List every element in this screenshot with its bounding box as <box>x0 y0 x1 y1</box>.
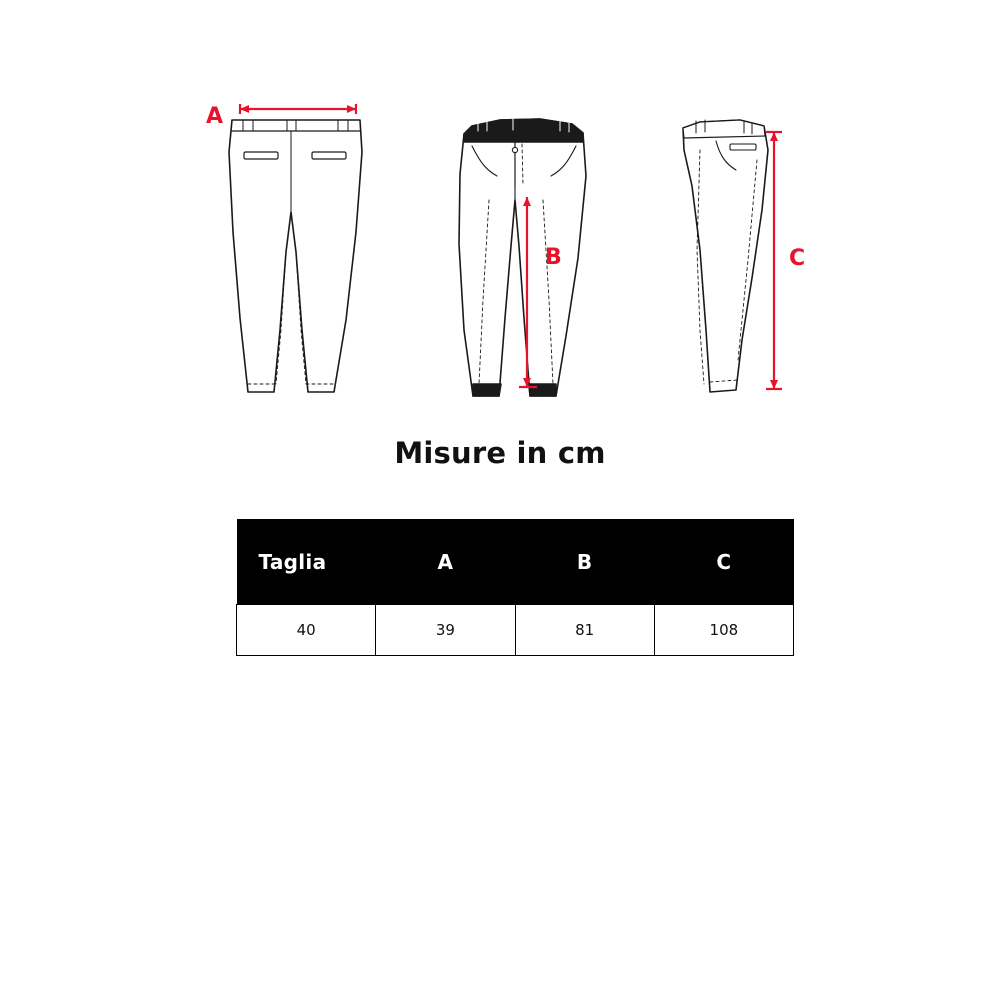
back-view-pants <box>229 120 362 392</box>
size-table-head <box>237 519 794 605</box>
size-table-container <box>236 519 794 656</box>
column-header-b: B <box>515 519 654 605</box>
dimension-label-b: B <box>545 245 563 270</box>
measurement-unit-caption: Misure in cm <box>394 436 606 470</box>
pants-measurement-diagram <box>0 0 1000 430</box>
cell-b: 81 <box>515 605 654 656</box>
table-header-row <box>237 519 794 605</box>
size-table <box>236 519 794 656</box>
diagram-svg <box>0 0 1000 430</box>
column-header-taglia: Taglia <box>237 519 376 605</box>
column-header-c: C <box>654 519 793 605</box>
dimension-label-c: C <box>789 246 806 271</box>
cell-taglia: 40 <box>237 605 376 656</box>
side-view-pants <box>683 120 768 392</box>
cell-a: 39 <box>376 605 515 656</box>
table-row <box>237 605 794 656</box>
dimension-label-a: A <box>206 104 224 129</box>
dimension-line-a <box>240 104 356 114</box>
front-view-pants <box>459 118 586 396</box>
size-table-body <box>237 605 794 656</box>
cell-c: 108 <box>654 605 793 656</box>
dimension-line-c <box>766 132 782 389</box>
column-header-a: A <box>376 519 515 605</box>
